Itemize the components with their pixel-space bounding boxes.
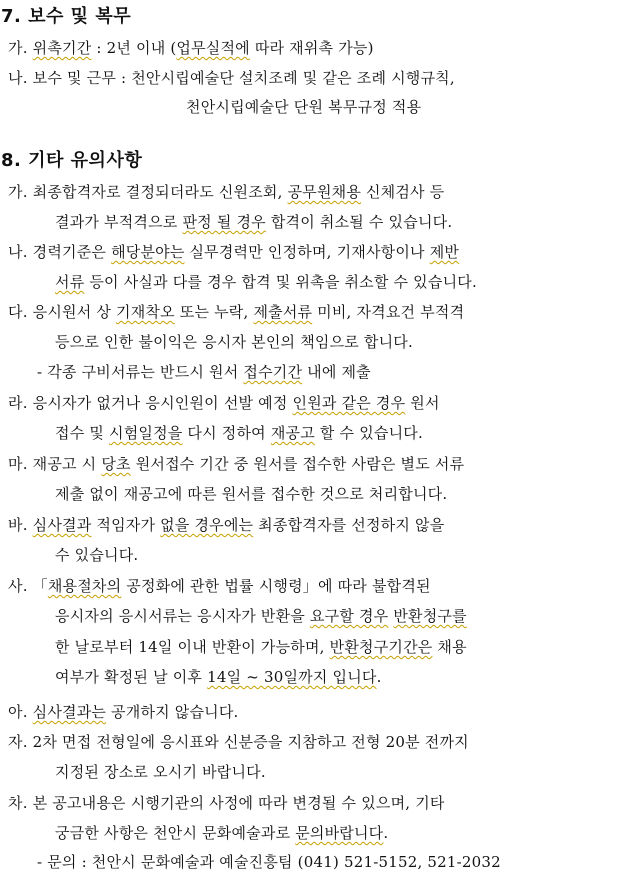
text-segment: 응시자가 없거나 응시인원이 선발 예정 [32, 394, 293, 412]
text-segment: 2차 면접 전형일에 응시표와 신분증을 지참하고 전형 20분 전까지 [32, 733, 469, 751]
text-segment: 등이 사실과 다를 경우 합격 및 위촉을 취소할 수 있습니다. [84, 273, 477, 291]
item-7-na [8, 67, 455, 88]
text-segment: 합격이 취소될 수 있습니다. [265, 213, 453, 231]
spell-check-word: 업무실적에 [176, 39, 250, 57]
spell-check-word: 재공고 [270, 424, 315, 442]
text-segment: 최종합격자를 선정하지 않을 [253, 516, 445, 534]
spell-check-word: 심사결과는 [32, 703, 107, 721]
text-segment: 최종합격자로 결정되더라도 신원조회, [32, 183, 288, 201]
item-marker: 바. [8, 516, 28, 534]
section-8-heading: 8. 기타 유의사항 [1, 150, 143, 171]
spell-check-word: 문의바랍니다 [295, 824, 384, 842]
item-8-na-continuation [55, 271, 477, 292]
text-segment: 본 공고내용은 시행기관의 사정에 따라 변경될 수 있으며, 기타 [32, 794, 445, 812]
spell-check-word: 반환청구기간은 [329, 638, 433, 656]
text-segment: 공개하지 않습니다. [106, 703, 239, 721]
item-marker: 라. [8, 394, 28, 412]
item-marker: 다. [8, 303, 28, 321]
spell-check-word: 없을 경우에는 [160, 516, 254, 534]
item-8-ra [8, 392, 440, 413]
item-8-sa-continuation-3 [55, 666, 382, 687]
item-marker: 마. [8, 455, 28, 473]
text-segment: 보수 및 근무 : 천안시립예술단 설치조례 및 같은 조례 시행규칙, [32, 69, 455, 87]
item-8-ja-continuation: 지정된 장소로 오시기 바랍니다. [55, 763, 266, 781]
spell-check-word: 접수기간 [243, 363, 303, 381]
spell-check-word: 판정 될 경우 [182, 213, 266, 231]
text-segment: 적임자가 [91, 516, 161, 534]
text-segment: 재공고 시 [32, 455, 102, 473]
text-segment: : 2년 이내 ( [91, 39, 177, 57]
item-marker: 차. [8, 794, 28, 812]
text-segment: 실무경력만 인정하며, 기재사항이나 [184, 243, 430, 261]
item-8-sa-continuation-2 [55, 636, 467, 657]
text-segment: . [376, 668, 382, 686]
item-8-ba [8, 514, 444, 535]
spell-check-word: 당초 [101, 455, 131, 473]
item-8-sa [8, 575, 431, 596]
item-8-sa-continuation-1 [55, 605, 467, 626]
text-segment: . [383, 824, 389, 842]
text-segment: 다시 정하여 [182, 424, 271, 442]
item-8-da-continuation: 등으로 인한 불이익은 응시자 본인의 책임으로 합니다. [55, 333, 413, 351]
spell-check-word: 채용절차의 [47, 577, 122, 595]
spell-check-word: 기재착오 [116, 303, 175, 321]
item-7-ga [8, 37, 374, 58]
spell-check-word: 제반 [429, 243, 460, 261]
spell-check-word: 서류 [55, 273, 85, 291]
item-7-na-continuation: 천안시립예술단 단원 복무규정 적용 [186, 98, 422, 116]
spell-check-word: 위촉기간 [32, 39, 92, 57]
spell-check-word: 인원과 같은 경우 [292, 394, 406, 412]
text-segment: 「 [32, 577, 48, 595]
item-marker: 나. [8, 69, 28, 87]
text-segment: 궁금한 사항은 천안시 문화예술과로 [55, 824, 296, 842]
item-marker: 자. [8, 733, 28, 751]
spell-check-word: 해당분야는 [111, 243, 185, 261]
item-8-na [8, 241, 459, 262]
text-segment: 접수 및 [55, 424, 110, 442]
item-8-ja [8, 731, 469, 752]
text-segment: 원서 [405, 394, 440, 412]
text-segment: 경력기준은 [32, 243, 112, 261]
text-segment: 미비, 자격요건 부적격 [312, 303, 465, 321]
item-8-ga-continuation [55, 211, 452, 232]
text-segment: 또는 누락, [174, 303, 254, 321]
item-marker: 나. [8, 243, 28, 261]
text-segment: 신체검사 등 [361, 183, 445, 201]
item-8-ma [8, 453, 464, 474]
text-segment: 원서접수 기간 중 원서를 접수한 사람은 별도 서류 [130, 455, 465, 473]
spell-check-word: 시험일정을 [109, 424, 183, 442]
item-8-da [8, 301, 464, 322]
item-8-cha-continuation [55, 822, 388, 843]
spell-check-word: 14일 ~ 30일까지 입니다 [207, 668, 377, 686]
item-8-cha [8, 792, 445, 813]
section-7-heading: 7. 보수 및 복무 [1, 6, 132, 27]
item-marker: 아. [8, 703, 28, 721]
spell-check-word: 공무원채용 [287, 183, 362, 201]
spell-check-word: 요구할 경우 [309, 607, 389, 625]
text-segment: 결과가 부적격으로 [55, 213, 183, 231]
text-segment: 여부가 확정된 날 이후 [55, 668, 208, 686]
item-8-cha-contact: - 문의 : 천안시 문화예술과 예술진흥팀 (041) 521-5152, 521-2032 [37, 853, 501, 871]
item-marker: 가. [8, 183, 28, 201]
text-segment: 채용 [432, 638, 467, 656]
item-marker: 가. [8, 39, 28, 57]
spell-check-word: 제출서류 [253, 303, 313, 321]
text-segment: 응시원서 상 [32, 303, 117, 321]
text-segment: 따라 재위촉 가능) [249, 39, 374, 57]
text-segment: 응시자의 응시서류는 응시자가 반환을 [55, 607, 310, 625]
item-8-da-subnote [37, 361, 371, 382]
item-8-ra-continuation [55, 422, 423, 443]
item-marker: 사. [8, 577, 28, 595]
text-segment: 할 수 있습니다. [314, 424, 423, 442]
text-segment: 한 날로부터 14일 이내 반환이 가능하며, [55, 638, 330, 656]
text-segment: 공정화에 관한 법률 시행령」에 따라 불합격된 [121, 577, 431, 595]
item-8-a [8, 701, 239, 722]
text-segment: - 각종 구비서류는 반드시 원서 [37, 363, 244, 381]
spell-check-word: 심사결과 [32, 516, 92, 534]
item-8-ga [8, 181, 444, 202]
item-8-ma-continuation: 제출 없이 재공고에 따른 원서를 접수한 것으로 처리합니다. [55, 485, 448, 503]
spell-check-word: 반환청구를 [393, 607, 467, 625]
text-segment: 내에 제출 [302, 363, 371, 381]
item-8-ba-continuation: 수 있습니다. [55, 546, 139, 564]
